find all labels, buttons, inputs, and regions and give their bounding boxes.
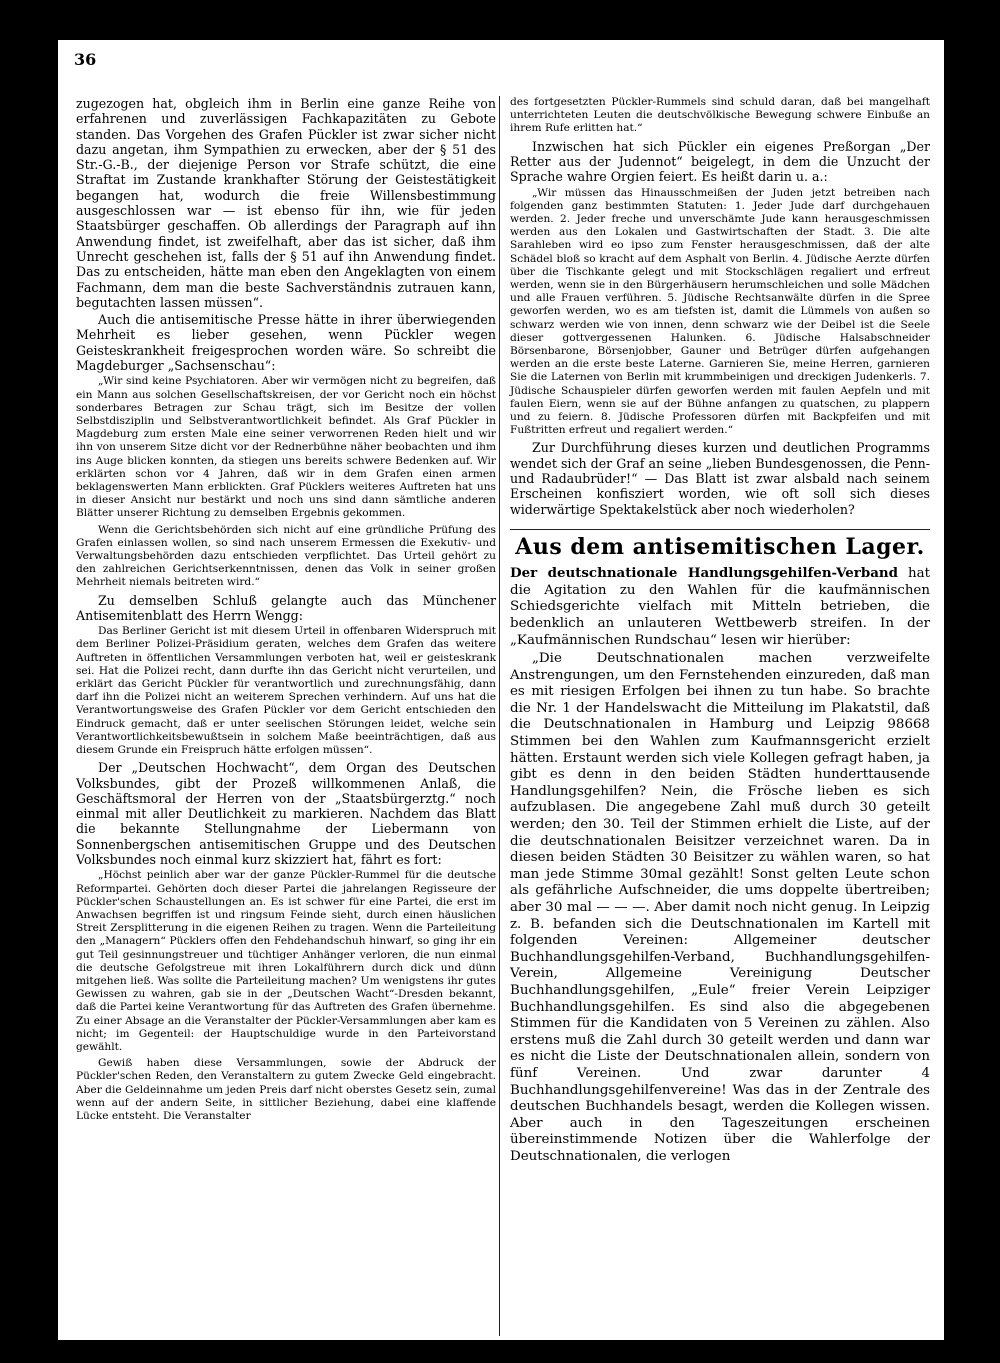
quoted-paragraph: „Höchst peinlich aber war der ganze Pückler-Rummel für die deutsche Reformpartei. Gehörten doch dieser Partei die jahrelangen Regisseure der Pückler'schen Schaustellungen an. Es ist schwer für eine Partei, die erst im Anwachsen begriffen ist und ringsum Feinde sieht, durch einen häuslichen Streit Zersplitterung in die eigenen Reihen zu tragen. Wenn die Parteileitung den „Managern“ Pücklers offen den Fehdehandschuh hinwarf, so ging ihr ein gut Teil gesinnungstreuer und tüchtiger Anhänger verloren, die nun einmal die deutsche Gefolgstreue mit ihren Lokalführern durch dick und dünn mitgehen ließ. Was sollte die Parteileitung machen? Um wenigstens ihr gutes Gewissen zu wahren, gab sie in der „Deutschen Wacht“-Dresden bekannt, daß die Partei keine Verantwortung für das Auftreten des Grafen übernehme. Zu einer Absage an die Veranstalter der Pückler-Versammlungen aber kam es nicht; im Gegenteil: der Hauptschuldige wurde in den Parteivorstand gewählt. [76, 869, 496, 1053]
quoted-paragraph: „Wir sind keine Psychiatoren. Aber wir vermögen nicht zu begreifen, daß ein Mann aus solchen Gesellschaftskreisen, der vor Gericht noch ein höchst sonderbares Betragen zur Schau trägt, sich im Besitze der vollen Selbstdisziplin und Selbstverantwortlichkeit befindet. Als Graf Pückler in Magdeburg zum ersten Male eine seiner verworrenen Reden hielt und wir ihn von unserem Sitze dicht vor der Rednerbühne näher beobachten und ihm ins Auge blicken konnten, da stiegen uns bereits schwere Bedenken auf. Wir erklärten schon vor 4 Jahren, daß wir in dem Grafen einen armen beklagenswerten Mann erblickten. Graf Pücklers weiteres Auftreten hat uns in dieser Ansicht nur bestärkt und noch uns sind dann sämtliche anderen Blätter unserer Richtung zu demselben Ergebnis gekommen. [76, 375, 496, 520]
article-paragraph [510, 565, 930, 649]
lead-in-bold: Der deutschnationale Handlungsgehilfen-Verband [510, 565, 899, 582]
quoted-paragraph: des fortgesetzten Pückler-Rummels sind schuld daran, daß bei mangelhaft unterrichteten Leuten die deutschvölkische Bewegung schwere Einbuße an ihrem Rufe erlitten hat.“ [510, 96, 930, 135]
newspaper-page [58, 40, 944, 1340]
quoted-paragraph: „Wir müssen das Hinausschmeißen der Juden jetzt betreiben nach folgenden ganz bestimmten Statuten: 1. Jeder Jude darf durchgehauen werden. 2. Jeder freche und unverschämte Jude kann herausgeschmissen werden aus den Lokalen und Gastwirtschaften der Stadt. 3. Die alte Sarahleben wird eo ipso zum Fenster herausgeschmissen, daß der alte Schädel bloß so kracht auf dem Asphalt von Berlin. 4. Jüdische Aerzte dürfen über die Tischkante gelegt und mit Stockschlägen regaliert und erfreut werden, wenn sie in den Bürgerhäusern herumschleichen und solle Mädchen und alle Frauen verführen. 5. Jüdische Rechtsanwälte dürfen in die Spree geworfen werden, wo es am tiefsten ist, damit die Lümmels von außen so schwarz werden wie von innen, denn schwarz wie der Deibel ist die Seele dieser gottvergessenen Halunken. 6. Jüdische Halsabschneider Börsenbarone, Börsenjobber, Gauner und Betrüger dürfen aufgehangen werden an die erste beste Laterne. Garnieren Sie, meine Herren, garnieren Sie die Laternen von Berlin mit krummbeinigen und dreckigen Judenkerls. 7. Jüdische Schauspieler dürfen geworfen werden mit faulen Aepfeln und mit faulen Eiern, wenn sie auf der Bühne anfangen zu quatschen, zu plappern und zu feiern. 8. Jüdische Professoren dürfen mit Backpfeifen und mit Fußtritten erfreut und regaliert werden.“ [510, 186, 930, 437]
section-heading: Aus dem antisemitischen Lager. [515, 533, 925, 560]
right-column [510, 96, 930, 1168]
left-column [76, 96, 496, 1126]
quoted-paragraph: Wenn die Gerichtsbehörden sich nicht auf eine gründliche Prüfung des Grafen einlassen wollen, so sind nach unserem Ermessen die Exekutiv- und Verwaltungsbehörden dazu entschieden verpflichtet. Das Urteil gehört zu den zahlreichen Gerichtserkenntnissen, denen das Volk in seiner großen Mehrheit niemals beitreten wird.“ [76, 523, 496, 589]
article-paragraph: Zu demselben Schluß gelangte auch das Münchener Antisemitenblatt des Herrn Wengg: [76, 592, 496, 623]
article-paragraph: Zur Durchführung dieses kurzen und deutlichen Programms wendet sich der Graf an seine „lieben Bundesgenossen, die Penn- und Radaubrüder!“ — Das Blatt ist zwar alsbald nach seinem Erscheinen konfisziert worden, wie oft soll sich dieses widerwärtige Spektakelstück aber noch wiederholen? [510, 440, 930, 517]
article-paragraph: zugezogen hat, obgleich ihm in Berlin eine ganze Reihe von erfahrenen und zuverlässigen Fachkapazitäten zu Gebote standen. Das Vorgehen des Grafen Pückler ist zwar sicher nicht dazu angetan, ihm Sympathien zu erwecken, aber der § 51 des Str.-G.-B., der diejenige Person vor Strafe schützt, die eine Straftat im Zustande krankhafter Störung der Geistestätigkeit begangen hat, wodurch die freie Willensbestimmung ausgeschlossen war — ist ebenso für ihn, wie für jeden Staatsbürger geschaffen. Ob allerdings der Paragraph auf ihn Anwendung findet, ist zweifelhaft, aber das ist sicher, daß ihm Unrecht geschehen ist, falls der § 51 auf ihn Anwendung findet. Das zu entscheiden, hätte man eben den Angeklagten von einem Fachmann, dem man die beste Sachverständnis zutrauen kann, begutachten lassen müssen“. [76, 96, 496, 310]
quoted-paragraph: Gewiß haben diese Versammlungen, sowie der Abdruck der Pückler'schen Reden, den Veranstaltern zu gutem Zwecke Geld eingebracht. Aber die Geldeinnahme um jeden Preis darf nicht oberstes Gesetz sein, zumal wenn auf der andern Seite, in sittlicher Beziehung, dabei eine klaffende Lücke entsteht. Die Veranstalter [76, 1057, 496, 1122]
article-paragraph: Inzwischen hat sich Pückler ein eigenes Preßorgan „Der Retter aus der Judennot“ beigelegt, in dem die Unzucht der Sprache wahre Orgien feiert. Es heißt darin u. a.: [510, 138, 930, 185]
section-divider [510, 529, 930, 530]
article-paragraph: Der „Deutschen Hochwacht“, dem Organ des Deutschen Volksbundes, gibt der Prozeß willkommenen Anlaß, die Geschäftsmoral der Herren von der „Staatsbürgerztg.“ noch einmal mit aller Deutlichkeit zu markieren. Nachdem das Blatt die bekannte Stellungnahme der Liebermann von Sonnenbergschen antisemitischen Gruppe und des Deutschen Volksbundes noch einmal kurz skizziert hat, fährt es fort: [76, 760, 496, 867]
paragraph-text: hat die Agitation zu den Wahlen für die kaufmännischen Schiedsgerichte vielfach mit Mitteln betrieben, die bedenklich an unlauteren Wettbewerb streifen. In der „Kaufmännischen Rundschau“ lesen wir hierüber: [510, 566, 931, 648]
page-number: 36 [74, 50, 97, 69]
article-paragraph: Auch die antisemitische Presse hätte in ihrer überwiegenden Mehrheit es lieber gesehen, wenn Pückler wegen Geisteskrankheit freigesprochen worden wäre. So schreibt die Magdeburger „Sachsenschau“: [76, 312, 496, 374]
article-paragraph: „Die Deutschnationalen machen verzweifelte Anstrengungen, um den Fernstehenden einzureden, daß man es mit riesigen Erfolgen bei ihnen zu tun habe. So brachte die Nr. 1 der Handelswacht die Mitteilung im Plakatstil, daß die Deutschnationalen in Hamburg und Leipzig 98668 Stimmen bei den Wahlen zum Kaufmannsgericht erzielt hätten. Erstaunt werden sich viele Kollegen gefragt haben, ja gibt es denn in den beiden Städten hunderttausende Handlungsgehilfen? Nein, die Frösche lieben es sich aufzublasen. Die angegebene Zahl muß durch 30 geteilt werden; den 30. Teil der Stimmen erhielt die Liste, auf der die deutschnationalen Beisitzer verzeichnet waren. Da in diesen beiden Städten 30 Beisitzer zu wählen waren, so hat man jede Stimme 30mal gezählt! Sonst gelten Leute schon als gefährliche Aufschneider, die ums doppelte übertreiben; aber 30 mal — — —. Aber damit noch nicht genug. In Leipzig z. B. befanden sich die Deutschnationalen im Kartell mit folgenden Vereinen: Allgemeiner deutscher Buchhandlungsgehilfen-Verband, Buchhandlungsgehilfen-Verein, Allgemeine Vereinigung Deutscher Buchhandlungsgehilfen, „Eule“ freier Verein Leipziger Buchhandlungsgehilfen. Es sind also die abgegebenen Stimmen für die Kandidaten von 5 Vereinen zu zählen. Also erstens muß die Zahl durch 30 geteilt werden und dann war es nicht die Liste der Deutschnationalen allein, sondern von fünf Vereinen. Und zwar darunter 4 Buchhandlungsgehilfenvereine! Was das in der Zentrale des deutschen Buchhandels besagt, werden die Kollegen wissen. Aber auch in den Tageszeitungen erscheinen übereinstimmende Notizen über die Wahlerfolge der Deutschnationalen, die verlogen [510, 651, 930, 1164]
quoted-paragraph: Das Berliner Gericht ist mit diesem Urteil in offenbaren Widerspruch mit dem Berliner Polizei-Präsidium geraten, welches dem Grafen das weitere Auftreten in öffentlichen Versammlungen verboten hat, weil er geisteskrank sei. Hat die Polizei recht, dann durfte ihn das Gericht nicht verurteilen, und erklärt das Gericht Pückler für verantwortlich und zurechnungsfähig, dann darf ihn die Polizei nicht an weiterem Sprechen verhindern. Auf uns hat die Verantwortungsweise des Grafen Pückler vor dem Gericht entschieden den Eindruck gemacht, daß er unter seelischen Störungen leidet, welche sein Verantwortlichkeitsbewußtsein in solchem Maße beeinträchtigen, daß aus diesem Grunde ein Freispruch hätte erfolgen müssen“. [76, 625, 496, 757]
column-divider [499, 96, 500, 1336]
